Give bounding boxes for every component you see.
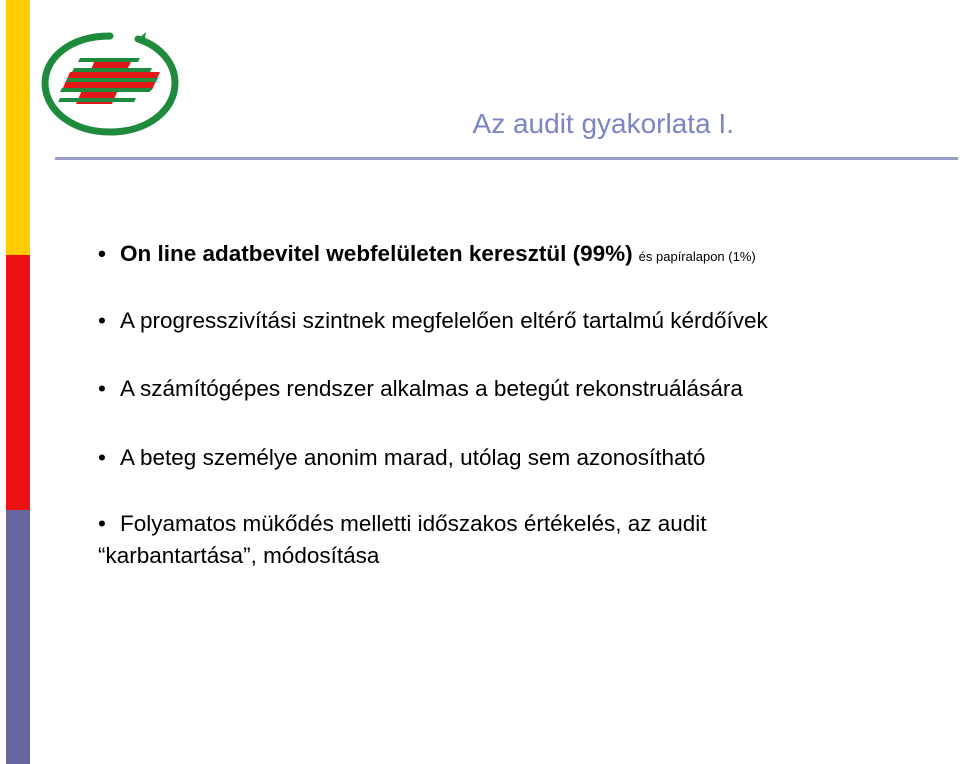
side-bar-yellow (6, 0, 30, 255)
bullet-text: Folyamatos mükődés melletti időszakos értékelés, az audit (120, 511, 707, 536)
bullet-note: és papíralapon (1%) (638, 249, 756, 264)
bullet-dot: • (98, 241, 106, 266)
bullet-text-continuation: “karbantartása”, módosítása (98, 543, 380, 568)
bullet-item (98, 305, 768, 337)
side-bar-blue (6, 510, 30, 764)
bullet-text: A számítógépes rendszer alkalmas a betegút rekonstruálására (120, 376, 743, 401)
bullet-text: A beteg személye anonim marad, utólag sem azonosítható (120, 445, 706, 470)
bullet-dot: • (98, 308, 106, 333)
bullet-item (98, 508, 707, 572)
bullet-dot: • (98, 511, 106, 536)
bullet-item (98, 238, 756, 273)
bullet-text: On line adatbevitel webfelületen keresztül (99%) (120, 241, 633, 266)
bullet-item (98, 373, 743, 405)
side-bar-red (6, 255, 30, 510)
bullet-dot: • (98, 445, 106, 470)
bullet-item (98, 442, 705, 474)
slide-title: Az audit gyakorlata I. (472, 108, 734, 139)
bullet-dot: • (98, 376, 106, 401)
title-divider (55, 157, 958, 160)
logo-icon (40, 28, 180, 138)
bullet-text: A progresszivítási szintnek megfelelően eltérő tartalmú kérdőívek (120, 308, 768, 333)
